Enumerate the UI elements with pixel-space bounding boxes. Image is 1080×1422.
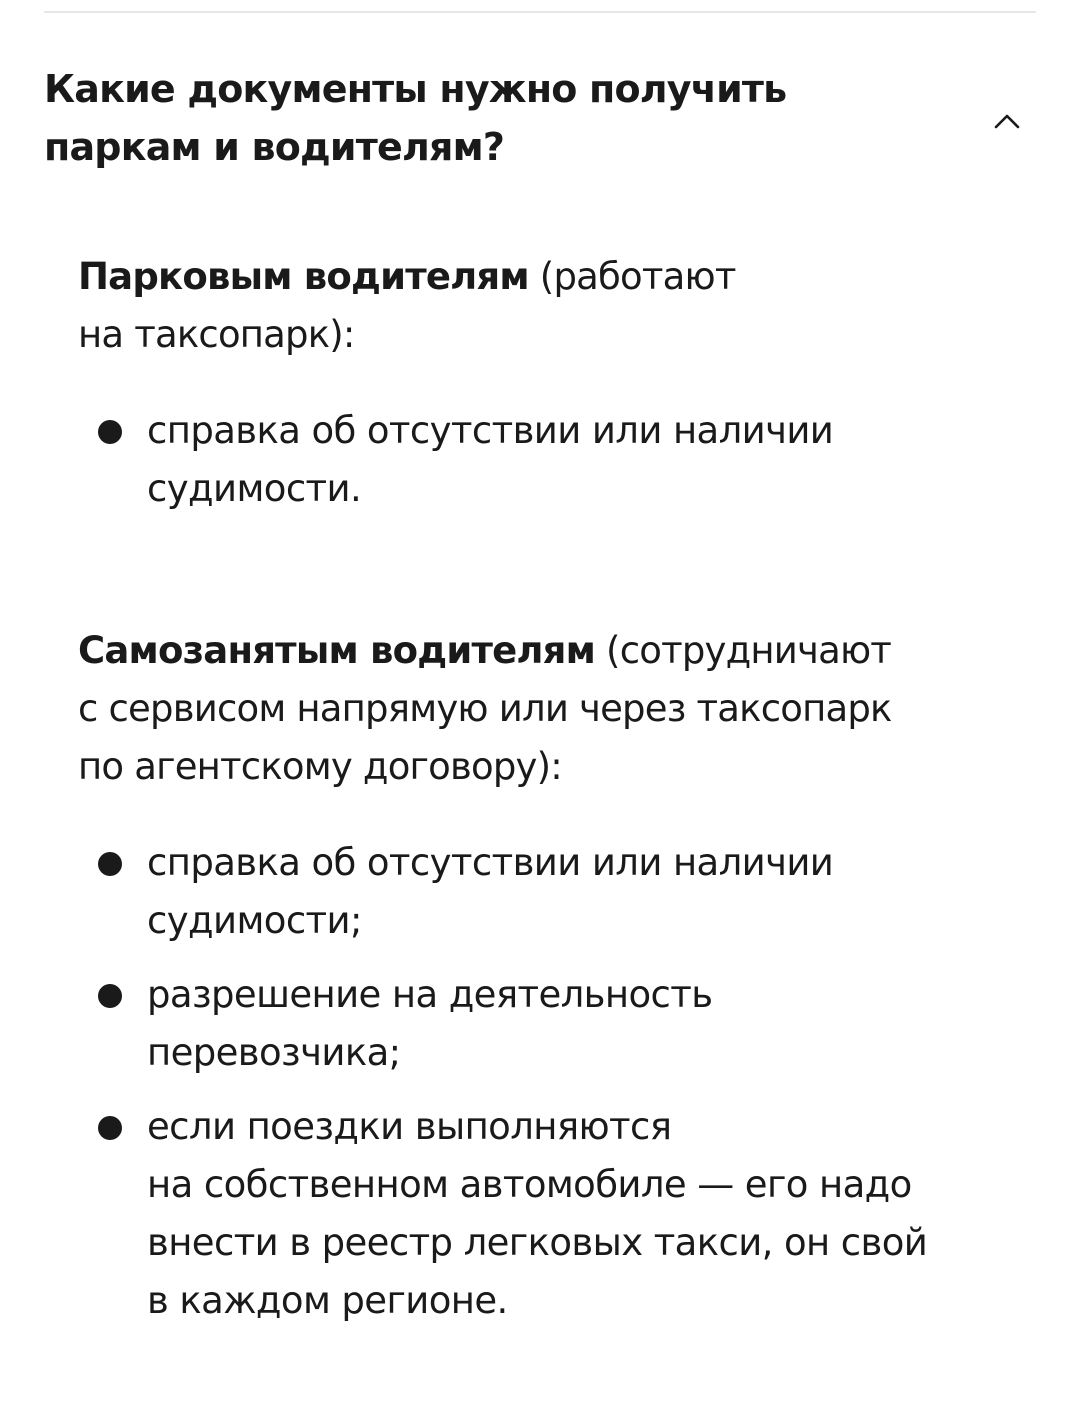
- self-employed-note-2: с сервисом напрямую или через таксопарк: [78, 687, 892, 730]
- list-item-line: если поездки выполняются: [147, 1105, 672, 1148]
- self-employed-list: [78, 834, 1008, 1330]
- list-item-line: справка об отсутствии или наличии: [147, 409, 834, 452]
- self-employed-heading: [78, 622, 1008, 796]
- park-drivers-list: [78, 402, 1008, 518]
- top-divider: [44, 11, 1036, 13]
- list-item-line: перевозчика;: [147, 1031, 401, 1074]
- list-item-line: справка об отсутствии или наличии: [147, 841, 834, 884]
- list-item-line: на собственном автомобиле — его надо: [147, 1163, 912, 1206]
- bullet-icon: [98, 420, 122, 444]
- park-drivers-note-2: на таксопарк):: [78, 313, 355, 356]
- faq-accordion-toggle[interactable]: [44, 60, 1036, 200]
- park-drivers-heading: [78, 248, 1008, 364]
- self-employed-note-3: по агентскому договору):: [78, 745, 562, 788]
- list-item: [78, 966, 1008, 1082]
- list-item-line: в каждом регионе.: [147, 1279, 508, 1322]
- park-drivers-note-1: (работают: [528, 255, 736, 298]
- bullet-icon: [98, 1116, 122, 1140]
- list-item: [78, 402, 1008, 518]
- self-employed-note-1: (сотрудничают: [595, 629, 892, 672]
- list-item-line: судимости.: [147, 467, 362, 510]
- park-drivers-label: Парковым водителям: [78, 255, 529, 298]
- faq-question-title: [44, 60, 864, 176]
- faq-answer: [78, 248, 1008, 1330]
- list-item-line: разрешение на деятельность: [147, 973, 713, 1016]
- self-employed-drivers-section: [78, 622, 1008, 1330]
- bullet-icon: [98, 984, 122, 1008]
- self-employed-label: Самозанятым водителям: [78, 629, 596, 672]
- chevron-up-icon[interactable]: [992, 106, 1022, 136]
- list-item: [78, 1098, 1008, 1330]
- list-item: [78, 834, 1008, 950]
- bullet-icon: [98, 852, 122, 876]
- park-drivers-section: [78, 248, 1008, 518]
- title-line-2: паркам и водителям?: [44, 125, 505, 169]
- list-item-line: судимости;: [147, 899, 362, 942]
- title-line-1: Какие документы нужно получить: [44, 67, 787, 111]
- list-item-line: внести в реестр легковых такси, он свой: [147, 1221, 928, 1264]
